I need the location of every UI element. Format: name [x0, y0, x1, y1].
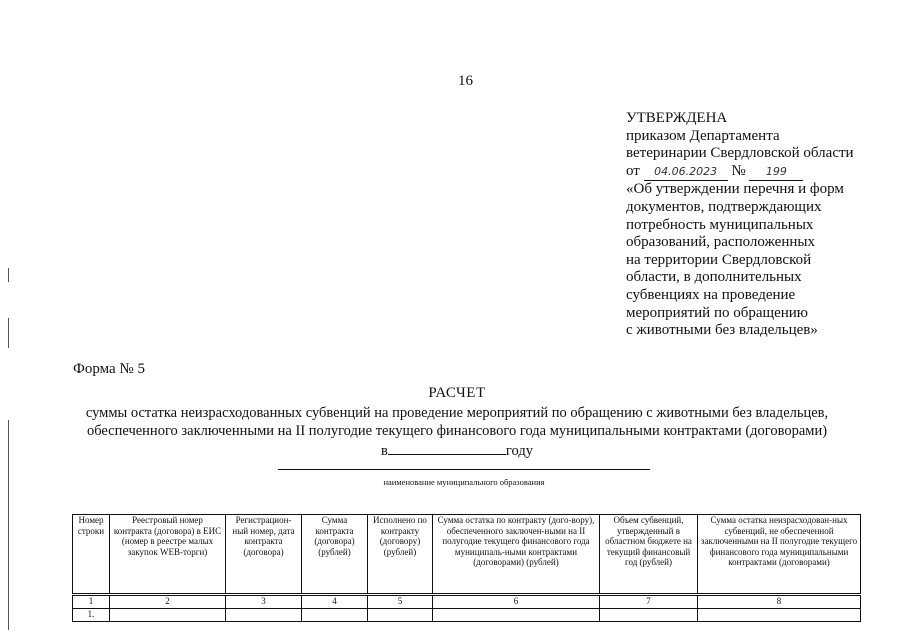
header-cell: Регистрацион-ный номер, дата контракта (договора) [226, 515, 302, 595]
handwritten-date: 04.06.2023 [644, 163, 728, 182]
header-row [73, 515, 861, 595]
municipality-caption: наименование муниципального образования [383, 477, 545, 487]
approval-order-title: образований, расположенных [626, 234, 815, 251]
year-blank-field[interactable] [388, 441, 506, 455]
subtitle-line: суммы остатка неизрасходованных субвенций на проведение мероприятий по обращению с животными без владельцев, [85, 405, 829, 421]
subtitle-line: обеспеченного заключенными на II полугодие текущего финансового года муниципальными контрактами (договорами) [86, 423, 828, 439]
column-number: 8 [698, 595, 861, 609]
year-suffix: году [505, 443, 533, 459]
header-cell: Сумма контракта (договора) (рублей) [302, 515, 368, 595]
column-number: 4 [302, 595, 368, 609]
header-cell: Исполнено по контракту (договору) (рублей) [368, 515, 433, 595]
approval-order-title: документов, подтверждающих [626, 198, 822, 215]
header-cell: Номер строки [73, 515, 110, 595]
header-cell: Сумма остатка неизрасходован-ных субвенций, не обеспеченной заключенными на II полугодие текущего финансового года муниципальными контрактами (договорами) [698, 515, 861, 595]
header-cell: Сумма остатка по контракту (дого-вору), обеспеченного заключен-ными на II полугодие текущего финансового года муниципаль-ными контрактами (договорами) (рублей) [433, 515, 600, 595]
column-number: 2 [110, 595, 226, 609]
document-title: РАСЧЕТ [428, 385, 486, 401]
approval-line: приказом Департамента [626, 127, 780, 144]
table-row [73, 609, 861, 622]
approval-order-title: субвенциях на проведение [626, 286, 796, 303]
approval-heading: УТВЕРЖДЕНА [626, 110, 728, 126]
column-number: 6 [433, 595, 600, 609]
approval-block [626, 110, 886, 340]
table-cell[interactable] [226, 609, 302, 622]
column-number: 5 [368, 595, 433, 609]
approval-order-title: потребность муниципальных [626, 216, 814, 233]
margin-mark [8, 318, 9, 348]
municipality-blank-line[interactable] [278, 469, 650, 470]
column-number-row [73, 595, 861, 609]
table-cell[interactable] [698, 609, 861, 622]
approval-order-title: с животными без владельцев» [626, 322, 818, 339]
year-line [0, 441, 914, 460]
table-cell[interactable] [368, 609, 433, 622]
year-prefix: в [381, 443, 388, 459]
approval-order-title: области, в дополнительных [626, 269, 802, 286]
approval-line: ветеринарии Свердловской области [626, 145, 854, 162]
table-cell[interactable] [302, 609, 368, 622]
approval-order-title: «Об утверждении перечня и форм [626, 181, 844, 198]
column-number: 1 [73, 595, 110, 609]
column-number: 3 [226, 595, 302, 609]
page-number: 16 [458, 73, 473, 89]
approval-order-title: мероприятий по обращению [626, 304, 808, 321]
table-cell[interactable] [110, 609, 226, 622]
table-cell[interactable] [600, 609, 698, 622]
number-sign: № [731, 162, 746, 179]
document-subtitle [0, 404, 914, 440]
calculation-table [72, 514, 861, 622]
column-number: 7 [600, 595, 698, 609]
form-number: Форма № 5 [73, 361, 145, 377]
header-cell: Объем субвенций, утвержденный в областном бюджете на текущий финансовый год (рублей) [600, 515, 698, 595]
header-cell: Реестровый номер контракта (договора) в ЕИС (номер в реестре малых закупок WEB-торги) [110, 515, 226, 595]
table-cell[interactable] [433, 609, 600, 622]
date-prefix: от [626, 162, 640, 179]
approval-date-line [626, 163, 886, 182]
margin-mark [8, 268, 9, 282]
table-cell: 1. [73, 609, 110, 622]
approval-order-title: на территории Свердловской [626, 251, 812, 268]
handwritten-number: 199 [749, 163, 803, 182]
